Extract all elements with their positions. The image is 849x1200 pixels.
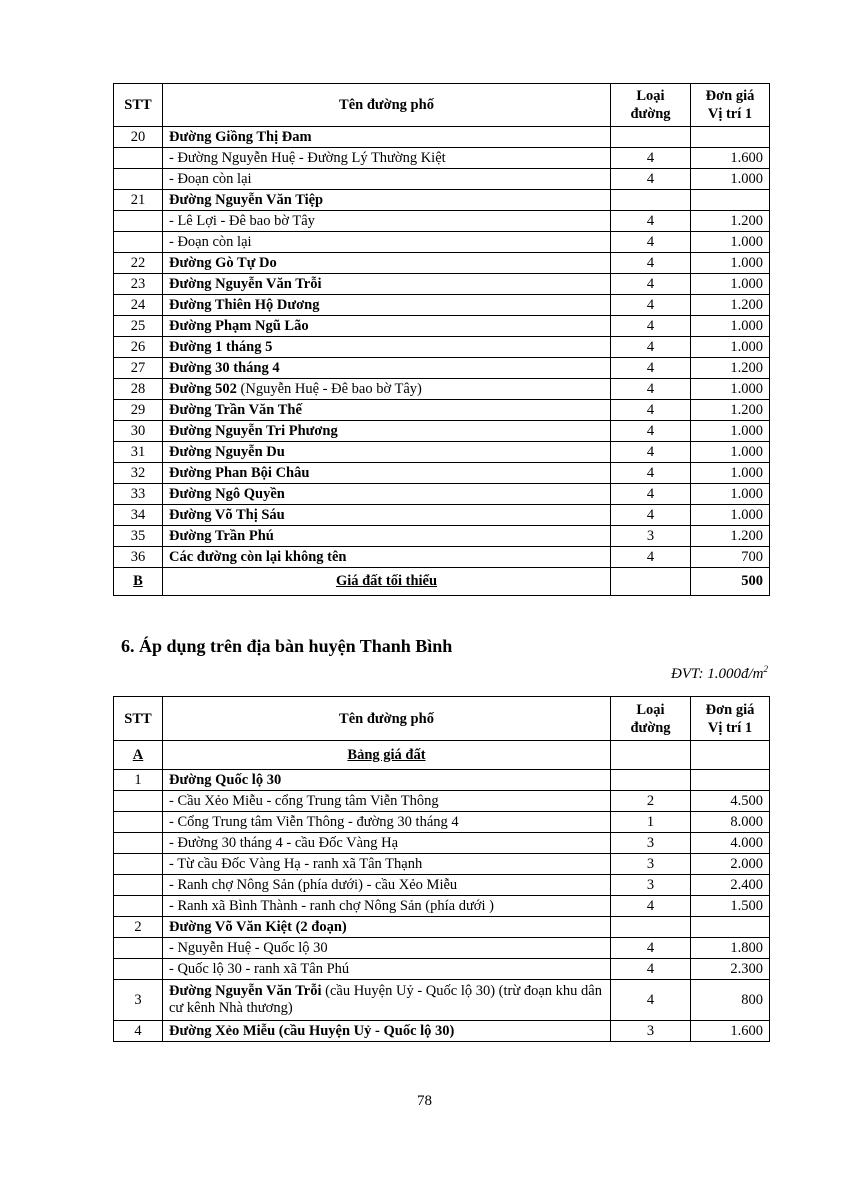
cell-type: 3 bbox=[611, 1021, 691, 1042]
header-stt: STT bbox=[114, 84, 163, 127]
street-name: Đường Nguyễn Văn Trỗi bbox=[169, 983, 322, 999]
table-row bbox=[114, 526, 770, 547]
cell-stt: 4 bbox=[114, 1021, 163, 1042]
table-row bbox=[114, 484, 770, 505]
cell-stt: 26 bbox=[114, 337, 163, 358]
cell-type: 4 bbox=[611, 547, 691, 568]
cell-price: 4.000 bbox=[691, 833, 770, 854]
table-row bbox=[114, 400, 770, 421]
street-name-detail: (Nguyễn Huệ - Đê bao bờ Tây) bbox=[236, 380, 422, 397]
cell-price: 800 bbox=[691, 980, 770, 1021]
street-name: - Ranh chợ Nông Sản (phía dưới) - cầu Xẻo Miễu bbox=[169, 876, 458, 893]
cell-stt: 23 bbox=[114, 274, 163, 295]
cell-type: 4 bbox=[611, 505, 691, 526]
table-row bbox=[114, 421, 770, 442]
cell-name bbox=[163, 959, 611, 980]
cell-stt bbox=[114, 854, 163, 875]
section-price bbox=[691, 741, 770, 770]
street-name: Đường Phan Bội Châu bbox=[169, 464, 310, 481]
cell-price: 1.200 bbox=[691, 400, 770, 421]
cell-stt: 22 bbox=[114, 253, 163, 274]
cell-type: 4 bbox=[611, 148, 691, 169]
cell-price: 1.000 bbox=[691, 232, 770, 253]
cell-name bbox=[163, 770, 611, 791]
cell-name bbox=[163, 295, 611, 316]
cell-name bbox=[163, 547, 611, 568]
table-row bbox=[114, 316, 770, 337]
table-row bbox=[114, 295, 770, 316]
table-row bbox=[114, 169, 770, 190]
cell-name bbox=[163, 442, 611, 463]
cell-name bbox=[163, 505, 611, 526]
cell-stt: 30 bbox=[114, 421, 163, 442]
table-row bbox=[114, 980, 770, 1021]
cell-type: 4 bbox=[611, 980, 691, 1021]
cell-name bbox=[163, 358, 611, 379]
cell-price: 2.000 bbox=[691, 854, 770, 875]
table-row bbox=[114, 463, 770, 484]
cell-price: 1.000 bbox=[691, 421, 770, 442]
cell-stt: 32 bbox=[114, 463, 163, 484]
unit-superscript: 2 bbox=[763, 664, 768, 674]
table-header-row bbox=[114, 84, 770, 127]
cell-stt: 33 bbox=[114, 484, 163, 505]
street-name: - Nguyễn Huệ - Quốc lộ 30 bbox=[169, 939, 328, 956]
street-name: - Đoạn còn lại bbox=[169, 170, 252, 187]
cell-stt: 3 bbox=[114, 980, 163, 1021]
table-row bbox=[114, 505, 770, 526]
section-row bbox=[114, 741, 770, 770]
cell-stt bbox=[114, 896, 163, 917]
street-name: Đường Quốc lộ 30 bbox=[169, 771, 282, 788]
cell-stt: 1 bbox=[114, 770, 163, 791]
unit-label bbox=[671, 664, 768, 683]
cell-price bbox=[691, 127, 770, 148]
cell-price: 1.200 bbox=[691, 358, 770, 379]
cell-name bbox=[163, 232, 611, 253]
cell-price: 1.000 bbox=[691, 505, 770, 526]
cell-type bbox=[611, 127, 691, 148]
street-name: Đường 30 tháng 4 bbox=[169, 359, 280, 376]
table-row bbox=[114, 190, 770, 211]
street-name: Đường Phạm Ngũ Lão bbox=[169, 317, 309, 334]
header-type bbox=[611, 84, 691, 127]
cell-stt bbox=[114, 833, 163, 854]
cell-stt bbox=[114, 938, 163, 959]
cell-name bbox=[163, 812, 611, 833]
cell-price: 1.200 bbox=[691, 295, 770, 316]
cell-name bbox=[163, 169, 611, 190]
header-name: Tên đường phố bbox=[163, 84, 611, 127]
cell-type: 4 bbox=[611, 938, 691, 959]
table-row bbox=[114, 854, 770, 875]
cell-name bbox=[163, 253, 611, 274]
footer-stt: B bbox=[114, 568, 163, 596]
cell-price: 1.600 bbox=[691, 1021, 770, 1042]
footer-type bbox=[611, 568, 691, 596]
table-row bbox=[114, 917, 770, 938]
cell-price: 1.200 bbox=[691, 526, 770, 547]
cell-stt: 29 bbox=[114, 400, 163, 421]
cell-stt bbox=[114, 169, 163, 190]
cell-type: 4 bbox=[611, 959, 691, 980]
cell-price: 1.600 bbox=[691, 148, 770, 169]
street-name-detail: (cầu Huyện Uỷ - Quốc lộ 30) (trừ đoạn khu dân cư kênh Nhà thương) bbox=[169, 983, 602, 1016]
street-name: Đường Gò Tự Do bbox=[169, 254, 277, 271]
cell-stt bbox=[114, 959, 163, 980]
cell-price: 1.000 bbox=[691, 337, 770, 358]
street-name: Các đường còn lại không tên bbox=[169, 548, 347, 565]
street-name: - Đường 30 tháng 4 - cầu Đốc Vàng Hạ bbox=[169, 834, 399, 851]
table-row bbox=[114, 959, 770, 980]
cell-type: 3 bbox=[611, 854, 691, 875]
street-name: Đường Nguyễn Tri Phương bbox=[169, 422, 338, 439]
cell-name bbox=[163, 190, 611, 211]
cell-price: 1.200 bbox=[691, 211, 770, 232]
cell-stt bbox=[114, 148, 163, 169]
cell-type: 3 bbox=[611, 526, 691, 547]
cell-stt: 28 bbox=[114, 379, 163, 400]
section-heading: 6. Áp dụng trên địa bàn huyện Thanh Bình bbox=[121, 636, 453, 656]
cell-name bbox=[163, 980, 611, 1021]
cell-price bbox=[691, 917, 770, 938]
street-name: Đường Ngô Quyền bbox=[169, 485, 285, 502]
table-row bbox=[114, 812, 770, 833]
cell-type bbox=[611, 190, 691, 211]
street-name: - Từ cầu Đốc Vàng Hạ - ranh xã Tân Thạnh bbox=[169, 855, 423, 872]
street-name: - Đoạn còn lại bbox=[169, 233, 252, 250]
table-header-row bbox=[114, 697, 770, 741]
street-name: Đường Xẻo Miễu (cầu Huyện Uỷ - Quốc lộ 30) bbox=[169, 1022, 455, 1039]
cell-type: 4 bbox=[611, 274, 691, 295]
cell-name bbox=[163, 421, 611, 442]
cell-stt bbox=[114, 791, 163, 812]
cell-stt: 27 bbox=[114, 358, 163, 379]
cell-price: 2.300 bbox=[691, 959, 770, 980]
street-name: Đường 1 tháng 5 bbox=[169, 338, 273, 355]
footer-name: Giá đất tối thiểu bbox=[163, 568, 611, 596]
cell-type: 4 bbox=[611, 211, 691, 232]
cell-price: 1.500 bbox=[691, 896, 770, 917]
cell-type: 1 bbox=[611, 812, 691, 833]
cell-price bbox=[691, 190, 770, 211]
cell-price: 700 bbox=[691, 547, 770, 568]
header-price-line2: Vị trí 1 bbox=[707, 106, 753, 122]
section-type bbox=[611, 741, 691, 770]
cell-stt bbox=[114, 875, 163, 896]
cell-type: 4 bbox=[611, 484, 691, 505]
table-row bbox=[114, 938, 770, 959]
cell-name bbox=[163, 791, 611, 812]
cell-stt: 20 bbox=[114, 127, 163, 148]
cell-name bbox=[163, 316, 611, 337]
section-stt: A bbox=[114, 741, 163, 770]
street-name: Đường Võ Văn Kiệt (2 đoạn) bbox=[169, 918, 347, 935]
cell-type: 4 bbox=[611, 169, 691, 190]
cell-stt: 25 bbox=[114, 316, 163, 337]
cell-name bbox=[163, 1021, 611, 1042]
price-table-2 bbox=[113, 696, 770, 1042]
table-row bbox=[114, 274, 770, 295]
street-name: - Đường Nguyễn Huệ - Đường Lý Thường Kiệt bbox=[169, 149, 446, 166]
header-price-line2: Vị trí 1 bbox=[707, 719, 753, 736]
cell-type: 4 bbox=[611, 316, 691, 337]
header-type-label: Loại đường bbox=[630, 88, 671, 122]
table-row bbox=[114, 875, 770, 896]
cell-stt: 24 bbox=[114, 295, 163, 316]
cell-stt: 36 bbox=[114, 547, 163, 568]
cell-name bbox=[163, 463, 611, 484]
cell-price: 1.000 bbox=[691, 463, 770, 484]
table-row bbox=[114, 1021, 770, 1042]
cell-type: 4 bbox=[611, 379, 691, 400]
header-name: Tên đường phố bbox=[163, 697, 611, 741]
cell-name bbox=[163, 379, 611, 400]
table-row bbox=[114, 127, 770, 148]
cell-type bbox=[611, 770, 691, 791]
cell-type: 4 bbox=[611, 400, 691, 421]
cell-price: 8.000 bbox=[691, 812, 770, 833]
cell-name bbox=[163, 938, 611, 959]
street-name: Đường Nguyễn Văn Tiệp bbox=[169, 191, 324, 208]
table-row bbox=[114, 232, 770, 253]
footer-price: 500 bbox=[691, 568, 770, 596]
header-type bbox=[611, 697, 691, 741]
cell-type: 4 bbox=[611, 295, 691, 316]
table-row bbox=[114, 442, 770, 463]
street-name: Đường Trần Văn Thế bbox=[169, 401, 302, 418]
street-name: - Quốc lộ 30 - ranh xã Tân Phú bbox=[169, 960, 350, 977]
street-name: Đường Võ Thị Sáu bbox=[169, 506, 285, 523]
cell-price: 2.400 bbox=[691, 875, 770, 896]
cell-stt: 31 bbox=[114, 442, 163, 463]
cell-price: 1.000 bbox=[691, 484, 770, 505]
cell-type: 4 bbox=[611, 442, 691, 463]
footer-row bbox=[114, 568, 770, 596]
table-row bbox=[114, 547, 770, 568]
street-name: - Lê Lợi - Đê bao bờ Tây bbox=[169, 212, 315, 229]
street-name: Đường 502 bbox=[169, 380, 237, 397]
street-name: - Ranh xã Bình Thành - ranh chợ Nông Sản (phía dưới ) bbox=[169, 897, 494, 914]
table-row bbox=[114, 379, 770, 400]
cell-name bbox=[163, 337, 611, 358]
cell-price bbox=[691, 770, 770, 791]
cell-type: 4 bbox=[611, 337, 691, 358]
cell-name bbox=[163, 896, 611, 917]
cell-type: 4 bbox=[611, 358, 691, 379]
table-row bbox=[114, 211, 770, 232]
price-table-1 bbox=[113, 83, 770, 596]
cell-type: 4 bbox=[611, 253, 691, 274]
street-name: - Cầu Xẻo Miễu - cổng Trung tâm Viễn Thông bbox=[169, 792, 439, 809]
cell-price: 1.000 bbox=[691, 442, 770, 463]
cell-name bbox=[163, 917, 611, 938]
table-1-body bbox=[114, 127, 770, 568]
street-name: Đường Nguyễn Văn Trỗi bbox=[169, 275, 322, 292]
cell-stt: 2 bbox=[114, 917, 163, 938]
cell-type: 4 bbox=[611, 421, 691, 442]
table-row bbox=[114, 770, 770, 791]
street-name: - Cổng Trung tâm Viễn Thông - đường 30 tháng 4 bbox=[169, 813, 459, 830]
table-2-body bbox=[114, 741, 770, 1042]
cell-name bbox=[163, 148, 611, 169]
table-row bbox=[114, 833, 770, 854]
cell-type: 4 bbox=[611, 463, 691, 484]
cell-name bbox=[163, 274, 611, 295]
cell-stt bbox=[114, 232, 163, 253]
cell-price: 1.800 bbox=[691, 938, 770, 959]
section-name: Bảng giá đất bbox=[163, 741, 611, 770]
table-row bbox=[114, 337, 770, 358]
header-stt: STT bbox=[114, 697, 163, 741]
cell-name bbox=[163, 875, 611, 896]
cell-type: 3 bbox=[611, 875, 691, 896]
cell-name bbox=[163, 127, 611, 148]
street-name: Đường Giồng Thị Đam bbox=[169, 128, 312, 145]
cell-stt bbox=[114, 211, 163, 232]
header-type-label: Loại đường bbox=[630, 701, 671, 736]
cell-name bbox=[163, 526, 611, 547]
header-price bbox=[691, 84, 770, 127]
cell-price: 1.000 bbox=[691, 379, 770, 400]
page-number: 78 bbox=[417, 1093, 432, 1109]
unit-text: ĐVT: 1.000đ/m bbox=[670, 666, 764, 682]
table-row bbox=[114, 896, 770, 917]
cell-stt: 34 bbox=[114, 505, 163, 526]
cell-type: 4 bbox=[611, 232, 691, 253]
table-row bbox=[114, 148, 770, 169]
cell-name bbox=[163, 484, 611, 505]
cell-name bbox=[163, 854, 611, 875]
cell-name bbox=[163, 833, 611, 854]
table-row bbox=[114, 253, 770, 274]
street-name: Đường Nguyễn Du bbox=[169, 443, 285, 460]
cell-type: 4 bbox=[611, 896, 691, 917]
table-row bbox=[114, 358, 770, 379]
header-price bbox=[691, 697, 770, 741]
cell-name bbox=[163, 211, 611, 232]
table-row bbox=[114, 791, 770, 812]
cell-name bbox=[163, 400, 611, 421]
cell-price: 4.500 bbox=[691, 791, 770, 812]
cell-type bbox=[611, 917, 691, 938]
cell-type: 3 bbox=[611, 833, 691, 854]
cell-stt: 21 bbox=[114, 190, 163, 211]
street-name: Đường Trần Phú bbox=[169, 527, 274, 544]
cell-price: 1.000 bbox=[691, 316, 770, 337]
street-name: Đường Thiên Hộ Dương bbox=[169, 296, 320, 313]
header-price-line1: Đơn giá bbox=[705, 701, 755, 718]
cell-price: 1.000 bbox=[691, 253, 770, 274]
cell-stt bbox=[114, 812, 163, 833]
cell-price: 1.000 bbox=[691, 169, 770, 190]
header-price-line1: Đơn giá bbox=[705, 88, 755, 104]
cell-type: 2 bbox=[611, 791, 691, 812]
cell-stt: 35 bbox=[114, 526, 163, 547]
cell-price: 1.000 bbox=[691, 274, 770, 295]
